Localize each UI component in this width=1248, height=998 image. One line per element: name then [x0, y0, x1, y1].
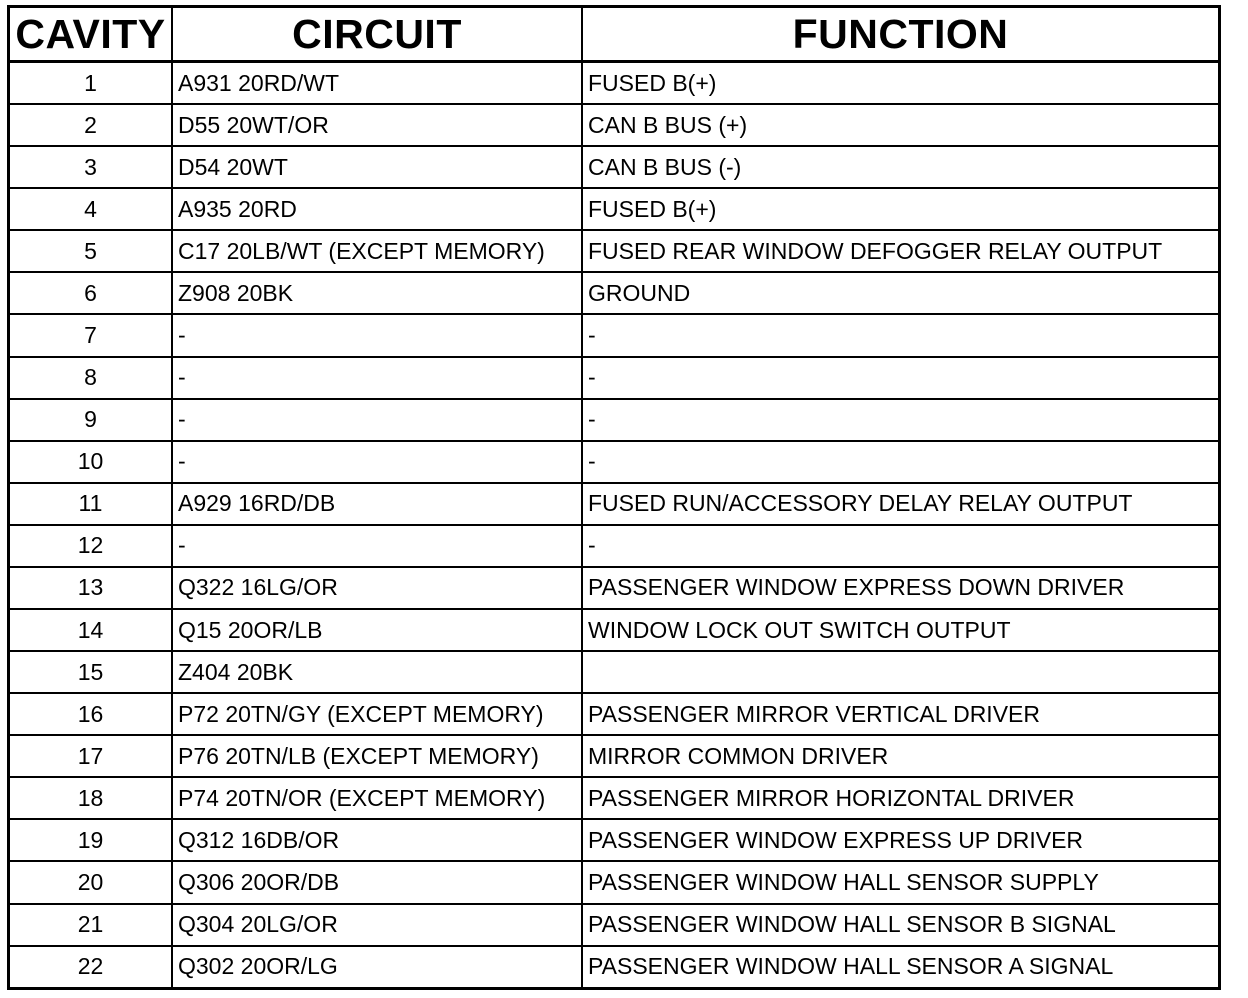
- table-body: [10, 62, 1218, 988]
- header-circuit: CIRCUIT: [172, 8, 582, 62]
- function-cell: FUSED B(+): [582, 62, 1218, 105]
- table-row: [10, 946, 1218, 987]
- function-cell: -: [582, 357, 1218, 399]
- circuit-cell: Q312 16DB/OR: [172, 819, 582, 861]
- function-cell: FUSED B(+): [582, 188, 1218, 230]
- function-cell: PASSENGER WINDOW HALL SENSOR A SIGNAL: [588, 953, 1114, 980]
- cavity-cell: 19: [10, 819, 172, 861]
- function-cell: -: [582, 399, 1218, 441]
- function-cell: -: [582, 525, 1218, 567]
- cavity-cell: 10: [10, 441, 172, 483]
- table-row: [10, 525, 1218, 567]
- circuit-cell: Q306 20OR/DB: [172, 861, 582, 903]
- header-row: [10, 8, 1218, 62]
- table-row: [10, 441, 1218, 483]
- function-cell: CAN B BUS (+): [582, 104, 1218, 146]
- circuit-cell: -: [172, 525, 582, 567]
- table-row: [10, 861, 1218, 903]
- circuit-cell: C17 20LB/WT (EXCEPT MEMORY): [172, 230, 582, 272]
- table-row: [10, 314, 1218, 356]
- circuit-cell: -: [172, 314, 582, 356]
- table-row: [10, 230, 1218, 272]
- function-cell: PASSENGER WINDOW HALL SENSOR B SIGNAL: [582, 904, 1218, 946]
- circuit-cell: -: [172, 357, 582, 399]
- circuit-cell: D55 20WT/OR: [172, 104, 582, 146]
- circuit-cell: P72 20TN/GY (EXCEPT MEMORY): [172, 693, 582, 735]
- cavity-cell: 13: [10, 567, 172, 609]
- circuit-cell: D54 20WT: [172, 146, 582, 188]
- function-cell: PASSENGER MIRROR VERTICAL DRIVER: [582, 693, 1218, 735]
- circuit-cell: P76 20TN/LB (EXCEPT MEMORY): [172, 735, 582, 777]
- cavity-cell: 5: [10, 230, 172, 272]
- table-header: [10, 8, 1218, 62]
- function-cell: PASSENGER WINDOW EXPRESS DOWN DRIVER: [582, 567, 1218, 609]
- cavity-cell: 6: [10, 272, 172, 314]
- table-row: [10, 693, 1218, 735]
- function-cell: PASSENGER WINDOW HALL SENSOR SUPPLY: [582, 861, 1218, 903]
- function-cell: -: [582, 314, 1218, 356]
- table-row: [10, 104, 1218, 146]
- circuit-cell: A935 20RD: [172, 188, 582, 230]
- function-cell: PASSENGER MIRROR HORIZONTAL DRIVER: [582, 777, 1218, 819]
- cavity-cell: 12: [10, 525, 172, 567]
- circuit-cell: A929 16RD/DB: [172, 483, 582, 525]
- table-row: [10, 357, 1218, 399]
- cavity-cell: 4: [10, 188, 172, 230]
- cavity-cell: 8: [10, 357, 172, 399]
- table-row: [10, 735, 1218, 777]
- function-cell: GROUND: [582, 272, 1218, 314]
- function-cell: FUSED REAR WINDOW DEFOGGER RELAY OUTPUT: [582, 230, 1218, 272]
- function-cell: FUSED RUN/ACCESSORY DELAY RELAY OUTPUT: [582, 483, 1218, 525]
- header-cavity: CAVITY: [10, 8, 172, 62]
- function-cell: PASSENGER WINDOW EXPRESS UP DRIVER: [582, 819, 1218, 861]
- cavity-cell: 15: [10, 651, 172, 693]
- table-row: [10, 62, 1218, 105]
- circuit-cell: Q322 16LG/OR: [172, 567, 582, 609]
- function-cell: WINDOW LOCK OUT SWITCH OUTPUT: [582, 609, 1218, 651]
- cavity-cell: 1: [10, 62, 172, 105]
- pinout-table: [10, 8, 1218, 987]
- table-row: [10, 777, 1218, 819]
- table-row: [10, 819, 1218, 861]
- table-row: [10, 609, 1218, 651]
- table-row: [10, 188, 1218, 230]
- cavity-cell: 7: [10, 314, 172, 356]
- function-cell: CAN B BUS (-): [582, 146, 1218, 188]
- connector-pinout-table: [7, 5, 1221, 990]
- circuit-cell: Z404 20BK: [172, 651, 582, 693]
- cavity-cell: 14: [10, 609, 172, 651]
- cavity-cell: 9: [10, 399, 172, 441]
- table-row: [10, 567, 1218, 609]
- cavity-cell: 20: [10, 861, 172, 903]
- circuit-cell: Q15 20OR/LB: [172, 609, 582, 651]
- function-cell: -: [582, 441, 1218, 483]
- table-row: [10, 651, 1218, 693]
- circuit-cell: Q304 20LG/OR: [172, 904, 582, 946]
- function-cell: [582, 651, 1218, 693]
- cavity-cell: 3: [10, 146, 172, 188]
- cavity-cell: 17: [10, 735, 172, 777]
- header-function: FUNCTION: [582, 8, 1218, 62]
- table-row: [10, 483, 1218, 525]
- cavity-cell: 21: [10, 904, 172, 946]
- function-cell: MIRROR COMMON DRIVER: [582, 735, 1218, 777]
- cavity-cell: 11: [10, 483, 172, 525]
- table-row: [10, 904, 1218, 946]
- cavity-cell: 16: [10, 693, 172, 735]
- circuit-cell: Z908 20BK: [172, 272, 582, 314]
- cavity-cell: 2: [10, 104, 172, 146]
- cavity-cell: 18: [10, 777, 172, 819]
- circuit-cell: -: [172, 441, 582, 483]
- table-row: [10, 272, 1218, 314]
- cavity-cell: 22: [10, 946, 172, 987]
- circuit-cell: -: [172, 399, 582, 441]
- circuit-cell: Q302 20OR/LG: [172, 946, 582, 987]
- circuit-cell: A931 20RD/WT: [172, 62, 582, 105]
- circuit-cell: P74 20TN/OR (EXCEPT MEMORY): [172, 777, 582, 819]
- table-row: [10, 146, 1218, 188]
- table-row: [10, 399, 1218, 441]
